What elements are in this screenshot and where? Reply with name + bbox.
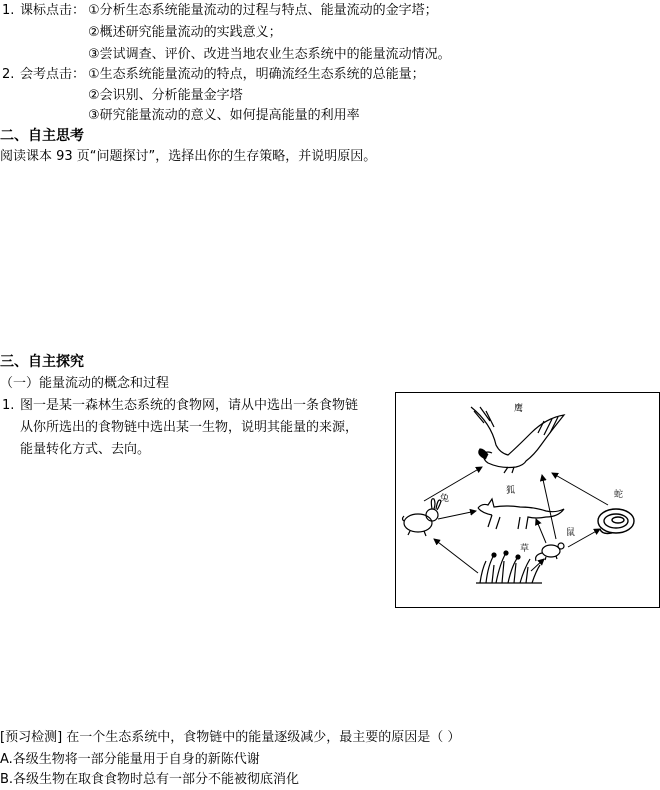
question-1-line-3: 能量转化方式、去向。 [20,442,151,457]
goal-item-2-number: 2. [2,67,15,82]
question-1-number: 1. [2,398,15,413]
food-web-figure [395,392,660,608]
preview-question: [预习检测] 在一个生态系统中，食物链中的能量逐级减少，最主要的原因是（ ） [0,730,461,745]
preview-option-b: B.各级生物在取食食物时总有一部分不能被彻底消化 [0,772,300,787]
preview-option-a: A.各级生物将一部分能量用于自身的新陈代谢 [0,752,260,767]
label-fox: 狐 [506,486,516,496]
arrow-rabbit-to-fox [438,511,476,519]
goal-item-2-line-2: ②会识别、分析能量金字塔 [88,88,243,103]
arrow-mouse-to-eagle [542,475,556,539]
label-eagle: 鹰 [514,404,524,414]
arrow-mouse-to-fox [536,519,546,543]
snake-illustration [598,509,634,534]
rabbit-illustration [403,499,442,536]
arrow-snake-to-eagle [552,473,608,505]
question-1-line-2: 从你所选出的食物链中选出某一生物，说明其能量的来源， [20,420,359,435]
goal-item-1-line-3: ③尝试调查、评价、改进当地农业生态系统中的能量流动情况。 [88,47,451,62]
label-grass: 草 [520,544,530,554]
section-3-subheading: （一）能量流动的概念和过程 [0,376,170,391]
eagle-illustration [471,407,564,473]
goal-item-1-label: 课标点击： [20,3,86,18]
arrow-rabbit-to-eagle [424,467,482,501]
grass-illustration [476,551,542,583]
food-web-drawing [396,393,659,607]
goal-item-2-line-3: ③研究能量流动的意义、如何提高能量的利用率 [88,108,360,123]
goal-item-2-label: 会考点击： [20,67,86,82]
label-snake: 蛇 [614,490,624,500]
fox-illustration [478,499,564,529]
section-2-heading: 二、自主思考 [0,128,84,144]
mouse-illustration [536,543,564,561]
goal-item-2-line-1: ①生态系统能量流动的特点，明确流经生态系统的总能量； [88,67,425,82]
section-2-text: 阅读课本 93 页“问题探讨”，选择出你的生存策略，并说明原因。 [0,149,377,164]
question-1-line-1: 图一是某一森林生态系统的食物网，请从中选出一条食物链 [20,398,359,413]
label-mouse: 鼠 [566,528,576,538]
goal-item-1-line-2: ②概述研究能量流动的实践意义； [88,25,282,40]
label-rabbit: 兔 [440,494,450,504]
section-3-heading: 三、自主探究 [0,354,84,370]
arrow-grass-to-rabbit [434,539,478,573]
goal-item-1-number: 1. [2,3,15,18]
goal-item-1-line-1: ①分析生态系统能量流动的过程与特点、能量流动的金字塔； [88,3,438,18]
